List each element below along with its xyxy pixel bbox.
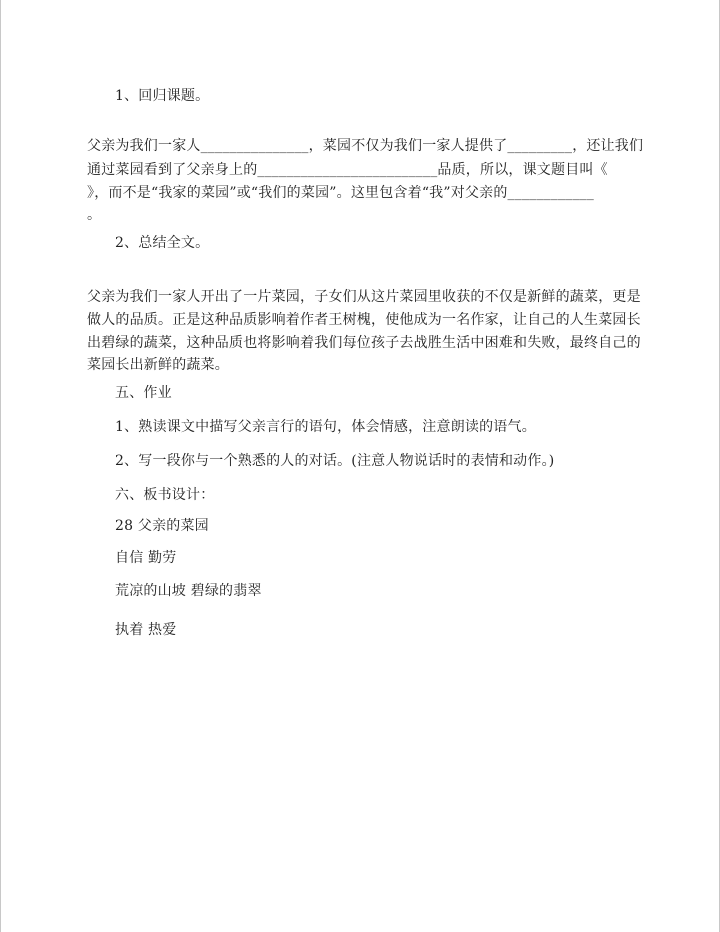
review-paragraph-line-2: 通过菜园看到了父亲身上的_________________________品质，所以，课文题目叫《 (87, 162, 608, 178)
review-paragraph-line-4: 。 (87, 207, 102, 223)
homework-item-1: 1、熟读课文中描写父亲言行的语句，体会情感，注意朗读的语气。 (115, 419, 536, 435)
review-paragraph-line-1: 父亲为我们一家人_______________，菜园不仅为我们一家人提供了_________，还让我们 (87, 138, 644, 154)
board-design-line-3: 荒凉的山坡 碧绿的翡翠 (115, 583, 262, 599)
homework-heading: 五、作业 (115, 385, 172, 401)
summary-paragraph-line-3: 出碧绿的蔬菜，这种品质也将影响着我们每位孩子去战胜生活中困难和失败，最终自己的 (87, 335, 641, 351)
summary-paragraph-line-1: 父亲为我们一家人开出了一片菜园，子女们从这片菜园里收获的不仅是新鲜的蔬菜，更是 (87, 289, 641, 305)
review-paragraph-line-3: 》，而不是“我家的菜园”或“我们的菜园”。这里包含着“我”对父亲的____________ (87, 185, 594, 201)
summary-paragraph-line-4: 菜园长出新鲜的蔬菜。 (87, 357, 229, 373)
homework-item-2: 2、写一段你与一个熟悉的人的对话。(注意人物说话时的表情和动作。) (115, 453, 555, 469)
board-design-line-2: 自信 勤劳 (115, 550, 177, 566)
summary-paragraph-line-2: 做人的品质。正是这种品质影响着作者王树槐，使他成为一名作家，让自己的人生菜园长 (87, 312, 641, 328)
board-design-heading: 六、板书设计： (115, 487, 215, 503)
board-design-line-4: 执着 热爱 (115, 622, 177, 638)
review-heading: 1、回归课题。 (115, 88, 210, 104)
board-design-line-1: 28 父亲的菜园 (115, 518, 209, 534)
summary-heading: 2、总结全文。 (115, 235, 210, 251)
